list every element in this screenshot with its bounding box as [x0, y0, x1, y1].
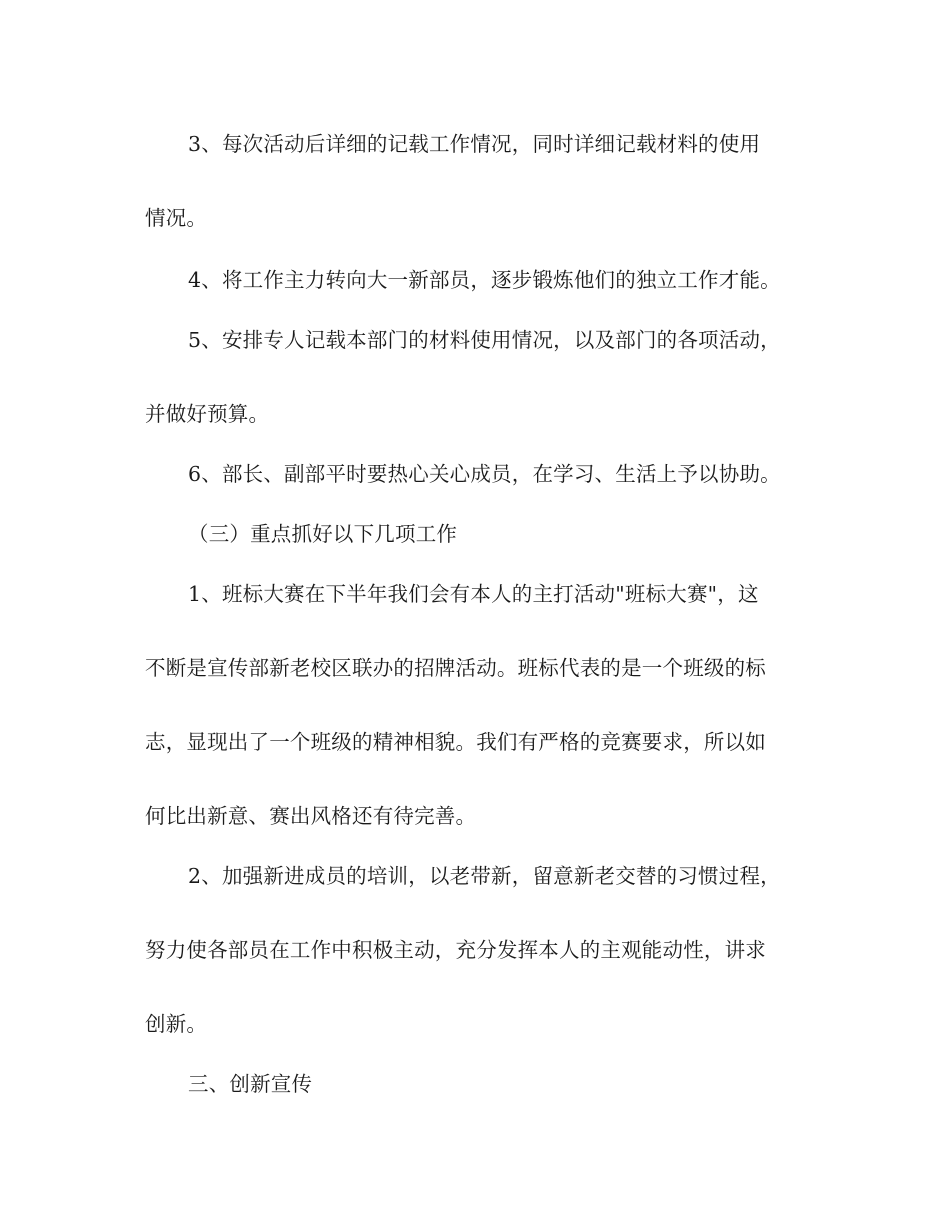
item-1-line-1: 1、班标大赛在下半年我们会有本人的主打活动"班标大赛"，这: [188, 582, 759, 606]
paragraph-4-line-1: 4、将工作主力转向大一新部员，逐步锻炼他们的独立工作才能。: [188, 268, 781, 292]
paragraph-6-line-1: 6、部长、副部平时要热心关心成员，在学习、生活上予以协助。: [188, 462, 781, 486]
section-heading-innovation: 三、创新宣传: [188, 1072, 313, 1096]
item-2-line-3: 创新。: [145, 1012, 208, 1036]
section-heading-3: （三）重点抓好以下几项工作: [188, 522, 458, 546]
item-2-line-1: 2、加强新进成员的培训，以老带新，留意新老交替的习惯过程，: [188, 864, 781, 888]
paragraph-3-line-2: 情况。: [145, 206, 208, 230]
item-1-line-4: 何比出新意、赛出风格还有待完善。: [145, 804, 477, 828]
item-1-line-3: 志，显现出了一个班级的精神相貌。我们有严格的竞赛要求，所以如: [145, 730, 766, 754]
item-1-line-2: 不断是宣传部新老校区联办的招牌活动。班标代表的是一个班级的标: [145, 656, 766, 680]
paragraph-5-line-1: 5、安排专人记载本部门的材料使用情况，以及部门的各项活动，: [188, 328, 781, 352]
item-2-line-2: 努力使各部员在工作中积极主动，充分发挥本人的主观能动性，讲求: [145, 938, 766, 962]
paragraph-5-line-2: 并做好预算。: [145, 402, 270, 426]
paragraph-3-line-1: 3、每次活动后详细的记载工作情况，同时详细记载材料的使用: [188, 132, 761, 156]
